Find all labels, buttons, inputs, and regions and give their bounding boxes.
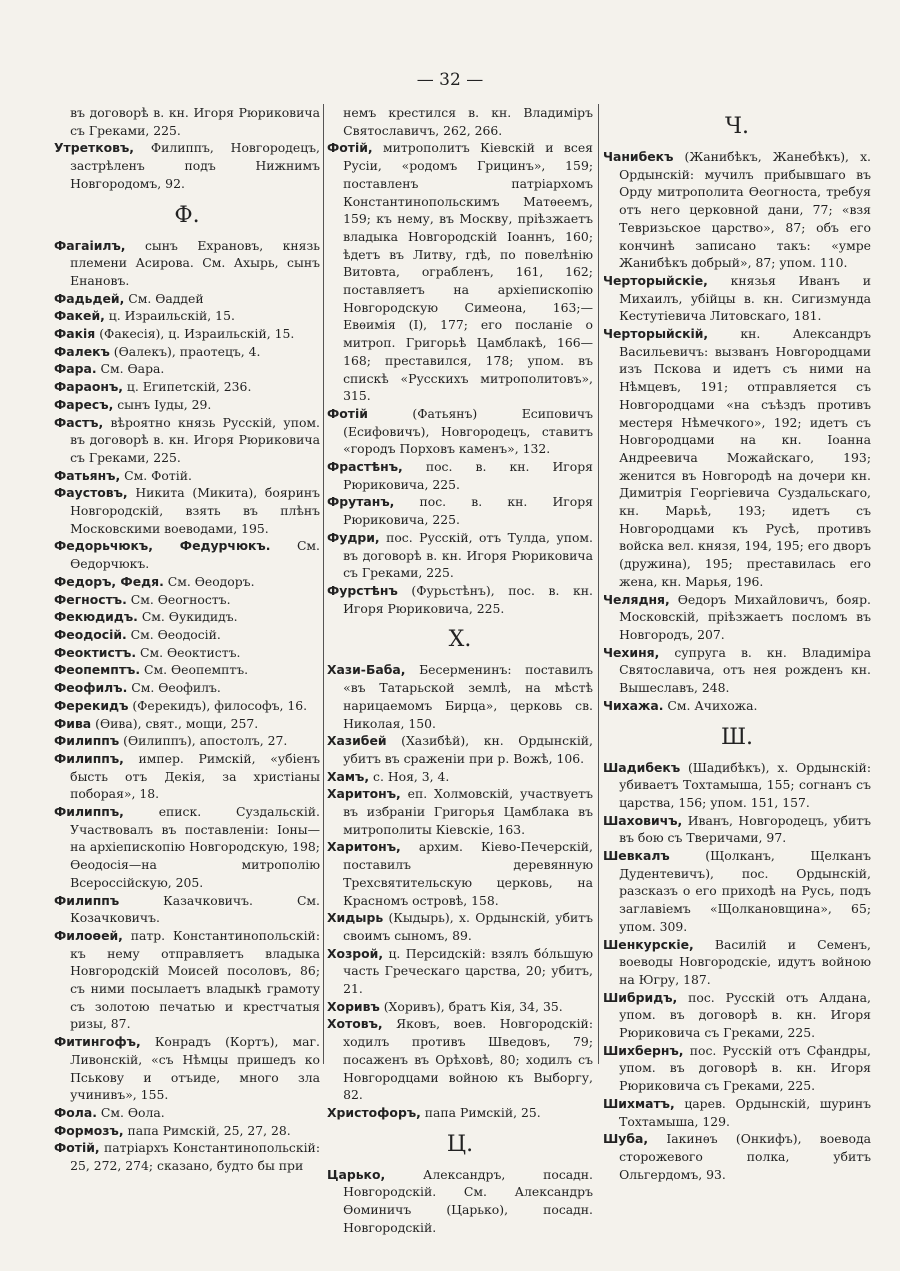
column-divider (598, 104, 599, 1064)
entry-text: (Фатьянъ) Есиповичъ (Есифовичъ), Новгородецъ, ставитъ «городъ Порховъ каменъ», 132. (343, 405, 593, 457)
entry-text: папа Римскій, 25, 27, 28. (123, 1122, 291, 1138)
index-entry (603, 272, 871, 325)
entry-text: въ договорѣ в. кн. Игоря Рюриковича съ Греками, 225. (70, 105, 320, 138)
entry-headword: Фара. (54, 361, 97, 377)
entry-text: Өедоръ Михайловичъ, бояр. Московскій, пріѣзжаетъ посломъ въ Новгородъ, 207. (619, 591, 871, 642)
index-entry (54, 892, 320, 927)
entry-text: князья Иванъ и Михаилъ, убійцы в. кн. Сигизмунда Кестутіевича Литовскаго, 181. (619, 272, 871, 324)
entry-headword: Феоктистъ. (54, 644, 137, 660)
entry-text: Конрадъ (Кортъ), маг. Ливонскій, «съ Нѣмцы пришедъ ко Пськову и отъиде, много зла учинивъ», 155. (70, 1034, 320, 1103)
entry-headword: Хоривъ (327, 998, 380, 1014)
entry-headword: Фудри, (327, 529, 380, 545)
index-entry (603, 148, 871, 272)
index-entry (54, 104, 320, 139)
index-entry (54, 139, 320, 192)
entry-text: Иванъ, Новгородецъ, убитъ въ бою съ Тверичами, 97. (619, 812, 871, 846)
index-entry (54, 1139, 320, 1174)
entry-text: пос. в. кн. Игоря Рюриковича, 225. (343, 459, 593, 492)
entry-text: архим. Кіево-Печерскій, поставилъ деревянную Трехсвятительскую церковь, на Красномъ островѣ, 158. (343, 839, 593, 908)
entry-headword: Феопемптъ. (54, 662, 141, 678)
entry-text: (Шадибѣкъ), х. Ордынскій: убиваетъ Тохтамыша, 155; согнанъ съ царства, 156; упом. 151, 157. (619, 759, 871, 810)
index-entry (603, 1042, 871, 1095)
entry-text: Бесерменинъ: поставилъ «въ Татарьской землѣ, на мѣстѣ нарицаемомъ Бирца», церковь св. Николая, 150. (343, 662, 593, 731)
index-entry (327, 1104, 593, 1122)
entry-headword: Челядня, (603, 591, 670, 607)
entry-text: См. Өеоктистъ. (136, 644, 241, 660)
entry-text: кн. Александръ Васильевичъ: вызванъ Новгородцами изъ Пскова и идетъ съ ними на Нѣмцевъ, 191; отправляется съ Новгородцами «на съѣздъ противъ местеря Нѣмечкого», 192; идетъ съ Новгородцами на кн. Іоанна Андреевича Можайскаго, 193; женится въ Новгородѣ на дочери кн. Димитрія Георгіевича Суздальскаго, кн. Марьѣ, 193; идетъ съ Новгородцами къ Русѣ, противъ войска вел. князя, 194, 195; его дворъ (дружина), 195; преставилась его жена, кн. Марья, 196. (619, 326, 871, 589)
index-entry (54, 307, 320, 325)
index-entry (327, 909, 593, 944)
entry-headword: Фатьянъ, (54, 467, 121, 483)
entry-headword: Шихбернъ, (603, 1042, 684, 1058)
entry-headword: Чихажа. (603, 697, 664, 713)
entry-headword: Феофилъ. (54, 680, 128, 696)
index-entry (327, 493, 593, 528)
index-entry (327, 139, 593, 405)
index-entry (54, 608, 320, 626)
entry-headword: Феодосій. (54, 626, 127, 642)
entry-headword: Черторыйскіе, (603, 272, 708, 288)
entry-headword: Формозъ, (54, 1122, 124, 1138)
index-entry (54, 537, 320, 572)
entry-headword: Фалекъ (54, 343, 110, 359)
entry-headword: Филиппъ, (54, 750, 124, 766)
entry-headword: Хазибей (327, 733, 387, 749)
section-letter: Х. (448, 627, 472, 653)
entry-headword: Шаховичъ, (603, 812, 683, 828)
entry-headword: Фотій, (54, 1140, 100, 1156)
index-entry (54, 467, 320, 485)
entry-headword: Шуба, (603, 1131, 649, 1147)
index-entry (327, 732, 593, 767)
index-entry (54, 715, 320, 733)
entry-headword: Фива (54, 715, 92, 731)
index-entry (54, 697, 320, 715)
entry-text: царев. Ордынскій, шуринъ Тохтамыша, 129. (619, 1095, 871, 1129)
entry-text: супруга в. кн. Владиміра Святославича, отъ нея рожденъ кн. Вышеславъ, 248. (619, 644, 871, 696)
entry-text: (Өива), свят., мощи, 257. (91, 715, 259, 731)
entry-text: пос. Русскій, отъ Тулда, упом. въ договорѣ в. кн. Игоря Рюриковича съ Греками, 225. (343, 529, 593, 581)
entry-headword: Фегностъ. (54, 591, 127, 607)
index-entry (54, 573, 320, 591)
entry-text: (Өалекъ), праотецъ, 4. (109, 343, 261, 359)
entry-headword: Черторыйскій, (603, 326, 709, 342)
entry-text: Іакинѳъ (Онкифъ), воевода сторожевого полка, убитъ Ольгердомъ, 93. (619, 1131, 871, 1182)
entry-headword: Шадибекъ (603, 759, 681, 775)
index-entry (327, 405, 593, 458)
index-entry (54, 237, 320, 290)
entry-headword: Фрастѣнъ, (327, 459, 403, 475)
entry-text: См. Өеодоръ. (163, 573, 255, 589)
entry-text: См. Ачихожа. (663, 697, 758, 713)
entry-headword: Хази-Баба, (327, 662, 406, 678)
entry-headword: Фурстѣнъ (327, 582, 398, 598)
index-entry (327, 104, 593, 139)
entry-text: папа Римскій, 25. (420, 1104, 541, 1120)
page-number: — 32 — (416, 70, 484, 90)
index-entry (603, 697, 871, 715)
entry-text: См. Өукидидъ. (137, 609, 238, 625)
index-entry (54, 414, 320, 467)
index-entry (54, 1104, 320, 1122)
index-entry (327, 1166, 593, 1237)
entry-text: (Өилиппъ), апостолъ, 27. (119, 733, 288, 749)
entry-headword: Фекюдидъ. (54, 609, 138, 625)
entry-text: пос. Русскій отъ Сфандры, упом. въ договорѣ в. кн. Игоря Рюриковича съ Греками, 225. (619, 1042, 871, 1094)
entry-headword: Федоръ, Федя. (54, 573, 164, 589)
index-entry (603, 936, 871, 989)
entry-text: См. Өеопемптъ. (140, 662, 249, 678)
index-entry (54, 679, 320, 697)
index-entry (54, 803, 320, 892)
entry-headword: Хотовъ, (327, 1016, 383, 1032)
entry-headword: Филиппъ (54, 733, 120, 749)
entry-headword: Хозрой, (327, 945, 384, 961)
entry-text: немъ крестился в. кн. Владиміръ Святославичъ, 262, 266. (343, 105, 593, 138)
index-entry (327, 458, 593, 493)
index-entry (327, 582, 593, 617)
index-entry (54, 661, 320, 679)
entry-text: См. Өеодосій. (126, 626, 221, 642)
index-entry (603, 591, 871, 644)
index-entry (603, 1130, 871, 1183)
entry-headword: Харитонъ, (327, 839, 401, 855)
entry-headword: Шибридъ, (603, 989, 678, 1005)
entry-headword: Харитонъ, (327, 786, 401, 802)
entry-text: См. Өедорчюкъ. (70, 538, 320, 572)
entry-headword: Хамъ, (327, 768, 370, 784)
index-entry (54, 360, 320, 378)
entry-text: сынъ Іуды, 29. (113, 396, 212, 412)
entry-text: (Жанибѣкъ, Жанебѣкъ), х. Ордынскій: мучилъ прибывшаго въ Орду митрополита Өеогноста, требуя отъ него церковной дани, 77; «взя Тевризьское царство», 87; объ его кончинѣ записано такъ: «умре Жанибѣкъ добрый», 87; упом. 110. (619, 149, 871, 271)
entry-text: с. Ноя, 3, 4. (369, 768, 450, 784)
index-entry (327, 1015, 593, 1104)
entry-headword: Шенкурскіе, (603, 936, 694, 952)
entry-text: еписк. Суздальскій. Участвовалъ въ поставленіи: Іоны—на архіепископію Новгородскую, 198; Өеодосія—на митрополію Всероссійскую, 205. (70, 804, 320, 890)
entry-headword: Фаресъ, (54, 396, 114, 412)
entry-text: См. Өеофилъ. (127, 680, 221, 696)
entry-text: Казачковичъ. См. Козачковичъ. (70, 892, 320, 926)
index-entry (54, 750, 320, 803)
index-entry (54, 396, 320, 414)
entry-text: патр. Константинопольскій: къ нему отправляетъ владыка Новгородскій Моисей посоловъ, 86; съ ними посылаетъ владыкѣ грамоту съ золотою печатью и крестчатыя ризы, 87. (70, 927, 320, 1032)
index-entry (603, 847, 871, 936)
entry-headword: Фастъ, (54, 414, 104, 430)
entry-text: ц. Персидскій: взялъ бóльшую часть Греческаго царства, 20; убитъ, 21. (343, 945, 593, 997)
entry-headword: Фаустовъ, (54, 485, 128, 501)
index-entry (54, 325, 320, 343)
entry-headword: Фрутанъ, (327, 494, 395, 510)
entry-headword: Чанибекъ (603, 149, 674, 164)
index-entry (54, 591, 320, 609)
index-entry (54, 1033, 320, 1104)
entry-text: импер. Римскій, «убіенъ бысть отъ Декія, за христіаны поборая», 18. (70, 750, 320, 802)
entry-text: (Щолканъ, Щелканъ Дудентевичъ), пос. Ордынскій, разсказъ о его приходѣ на Русь, подъ заглавіемъ «Щолкановщина», 65; упом. 309. (619, 848, 871, 934)
index-entry (54, 290, 320, 308)
column-2 (327, 104, 593, 1236)
entry-headword: Фараонъ, (54, 379, 123, 395)
entry-text: Василій и Семенъ, воеводы Новгородскіе, идутъ войною на Югру, 187. (619, 936, 871, 987)
entry-headword: Фадьдей, (54, 290, 125, 306)
entry-headword: Царько, (327, 1166, 386, 1182)
index-entry (54, 484, 320, 537)
index-entry (327, 838, 593, 909)
entry-text: (Ферекидъ), философъ, 16. (128, 697, 308, 713)
index-entry (327, 529, 593, 582)
entry-headword: Ферекидъ (54, 697, 129, 713)
entry-headword: Факія (54, 326, 96, 342)
entry-text: митрополитъ Кіевскій и всея Русіи, «родомъ Грицинъ», 159; поставленъ патріархомъ Константинопольскимъ Матѳеемъ, 159; къ нему, въ Москву, пріѣзжаетъ владыка Новгородскій Іоаннъ, 160; ѣдетъ въ Литву, гдѣ, по повелѣнію Витовта, ограбленъ, 161, 162; поставляетъ на архіепископію Новгородскую Симеона, 163;—Евѳимія (I), 177; его посланіе о митроп. Григорьѣ Цамблакѣ, 166—168; преставился, 178; упом. въ спискѣ «Русскихъ митрополитовъ», 315. (343, 140, 593, 404)
entry-headword: Христофоръ, (327, 1104, 421, 1120)
column-3 (603, 104, 871, 1183)
index-entry (603, 759, 871, 812)
index-entry (603, 989, 871, 1042)
entry-headword: Фитингофъ, (54, 1034, 141, 1050)
index-entry (603, 1095, 871, 1130)
entry-headword: Фотій, (327, 140, 373, 156)
index-entry (54, 343, 320, 361)
entry-text: патріархъ Константинопольскій: 25, 272, 274; сказано, будто бы при (70, 1140, 320, 1174)
entry-headword: Федорьчюкъ, Федурчюкъ. (54, 538, 271, 554)
section-letter: Ц. (446, 1131, 474, 1157)
index-entry (327, 785, 593, 838)
section-letter: Ч. (725, 114, 749, 139)
index-entry (603, 812, 871, 847)
index-entry (327, 768, 593, 786)
index-entry (327, 945, 593, 998)
index-entry (54, 732, 320, 750)
entry-text: Филиппъ, Новгородецъ, застрѣленъ подъ Нижнимъ Новгородомъ, 92. (70, 140, 320, 191)
index-entry (603, 644, 871, 697)
entry-text: Александръ, посадн. Новгородскій. См. Александръ Өоминичъ (Царько), посадн. Новгородскій. (343, 1166, 593, 1235)
entry-text: сынъ Ехрановъ, князь племени Асирова. См. Ахырь, сынъ Енановъ. (70, 237, 320, 288)
entry-text: еп. Холмовскій, участвуетъ въ избраніи Григорья Цамблака въ митрополиты Кіевскіе, 163. (343, 786, 593, 837)
entry-text: пос. Русскій отъ Алдана, упом. въ договорѣ в. кн. Игоря Рюриковича съ Греками, 225. (619, 989, 871, 1041)
section-letter: Ф. (174, 202, 200, 228)
column-divider (323, 104, 324, 1064)
entry-headword: Фагаіилъ, (54, 237, 126, 253)
index-entry (54, 626, 320, 644)
entry-text: См. Өара. (96, 361, 165, 377)
index-entry (327, 998, 593, 1016)
entry-headword: Хидырь (327, 910, 384, 926)
section-letter: Ш. (720, 724, 754, 750)
entry-text: вѣроятно князь Русскій, упом. въ договорѣ в. кн. Игоря Рюриковича съ Греками, 225. (70, 414, 320, 465)
entry-text: См. Өеогностъ. (126, 591, 231, 607)
entry-text: (Хоривъ), братъ Кія, 34, 35. (379, 998, 563, 1014)
entry-headword: Филиппъ (54, 892, 120, 908)
entry-text: (Кыдырь), х. Ордынскій, убитъ своимъ сыномъ, 89. (343, 910, 593, 943)
column-1 (54, 104, 320, 1175)
entry-text: пос. в. кн. Игоря Рюриковича, 225. (343, 494, 593, 528)
entry-headword: Фотій (327, 405, 368, 421)
entry-headword: Филиппъ, (54, 804, 124, 820)
entry-text: Яковъ, воев. Новгородскій: ходилъ противъ Шведовъ, 79; посаженъ въ Орѣховѣ, 80; ходилъ съ Новгородцами войною къ Выборгу, 82. (343, 1016, 593, 1103)
entry-text: Никита (Микита), бояринъ Новгородскій, взять въ плѣнъ Московскими воеводами, 195. (70, 485, 320, 536)
entry-text: См. Фотій. (120, 467, 192, 483)
entry-headword: Фола. (54, 1104, 97, 1120)
entry-headword: Чехиня, (603, 644, 660, 660)
index-entry (54, 644, 320, 662)
entry-text: См. Өаддей (124, 290, 204, 306)
index-entry (54, 1122, 320, 1140)
entry-headword: Шевкалъ (603, 848, 670, 864)
entry-text: См. Өола. (96, 1104, 165, 1120)
entry-text: ц. Израильскій, 15. (104, 308, 235, 324)
entry-text: ц. Египетскій, 236. (122, 379, 252, 395)
index-entry (54, 378, 320, 396)
entry-text: (Хазибѣй), кн. Ордынскій, убитъ въ сраженіи при р. Вожѣ, 106. (343, 733, 593, 766)
entry-headword: Факей, (54, 308, 105, 324)
index-entry (327, 661, 593, 732)
entry-text: (Фурьстѣнъ), пос. в. кн. Игоря Рюриковича, 225. (343, 582, 593, 616)
index-entry (603, 325, 871, 591)
entry-text: (Факесія), ц. Израильскій, 15. (95, 326, 295, 342)
entry-headword: Утретковъ, (54, 140, 134, 156)
entry-headword: Шихматъ, (603, 1095, 675, 1111)
index-entry (54, 927, 320, 1033)
entry-headword: Филоөей, (54, 927, 123, 943)
